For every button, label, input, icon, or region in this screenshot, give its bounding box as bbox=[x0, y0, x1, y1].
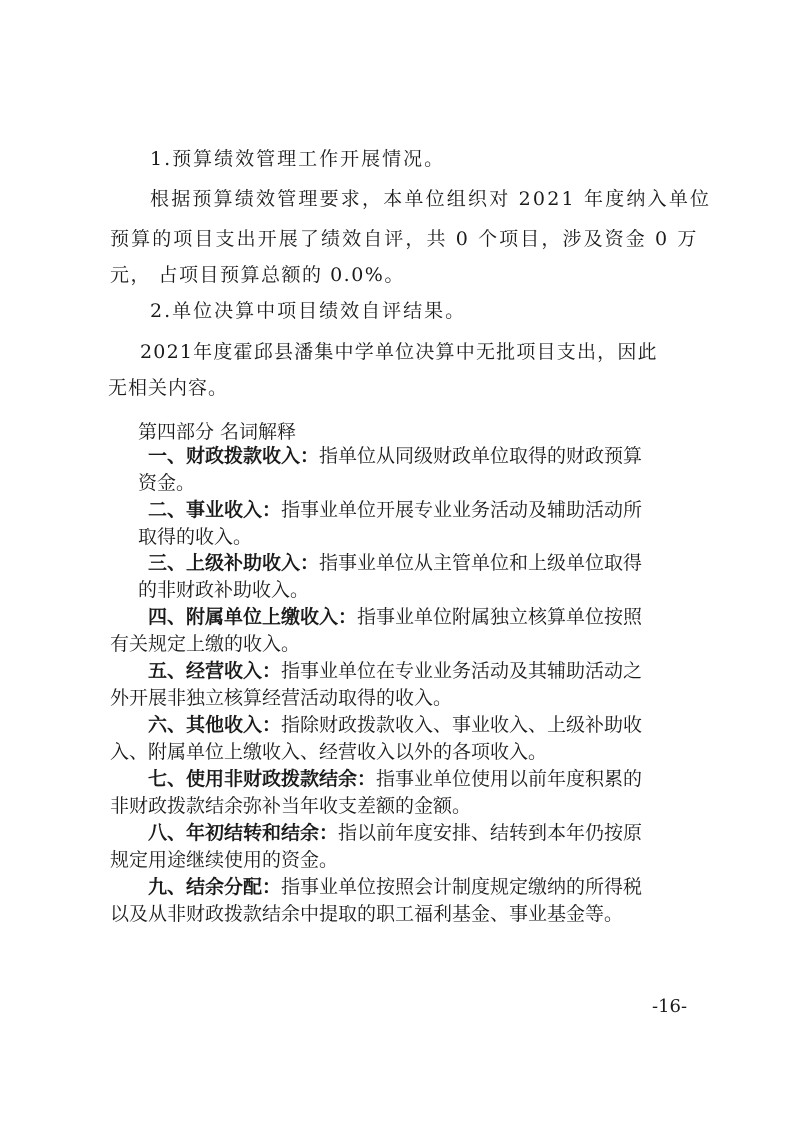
page-number: -16- bbox=[652, 996, 688, 1017]
term-5-line-1 bbox=[148, 659, 642, 683]
term-label: 五、经营收入： bbox=[148, 660, 282, 682]
item1-heading: 1.预算绩效管理工作开展情况。 bbox=[150, 148, 446, 170]
term-3-line-2: 的非财政补助收入。 bbox=[138, 579, 310, 601]
term-7-line-1 bbox=[148, 767, 642, 791]
term-label: 一、财政拨款收入： bbox=[148, 445, 320, 467]
term-label: 四、附属单位上缴收入： bbox=[148, 606, 358, 628]
term-5-line-2: 外开展非独立核算经营活动取得的收入。 bbox=[110, 687, 453, 709]
term-2-line-2: 取得的收入。 bbox=[138, 526, 253, 548]
term-definition: 指事业单位从主管单位和上级单位取得 bbox=[319, 552, 643, 574]
term-definition: 指事业单位开展专业业务活动及辅助活动所 bbox=[281, 499, 643, 521]
term-label: 七、使用非财政拨款结余： bbox=[148, 768, 377, 790]
term-2-line-1 bbox=[148, 498, 642, 522]
term-definition: 指事业单位使用以前年度积累的 bbox=[376, 768, 643, 790]
item2-line-1: 2021年度霍邱县潘集中学单位决算中无批项目支出，因此 bbox=[140, 341, 658, 363]
term-1-line-2: 资金。 bbox=[138, 472, 196, 494]
term-label: 九、结余分配： bbox=[148, 876, 282, 898]
term-9-line-1 bbox=[148, 875, 642, 899]
term-7-line-2: 非财政拨款结余弥补当年收支差额的金额。 bbox=[110, 795, 472, 817]
term-label: 六、其他收入： bbox=[148, 714, 282, 736]
term-definition: 指事业单位按照会计制度规定缴纳的所得税 bbox=[281, 876, 643, 898]
term-1-line-1 bbox=[148, 444, 642, 468]
item1-line-2: 预算的项目支出开展了绩效自评，共 0 个项目，涉及资金 0 万 bbox=[110, 228, 699, 250]
term-definition: 指单位从同级财政单位取得的财政预算 bbox=[319, 445, 643, 467]
term-definition: 指除财政拨款收入、事业收入、上级补助收 bbox=[281, 714, 643, 736]
term-label: 二、事业收入： bbox=[148, 499, 282, 521]
term-4-line-2: 有关规定上缴的收入。 bbox=[110, 633, 301, 655]
term-label: 八、年初结转和结余： bbox=[148, 822, 339, 844]
term-definition: 指事业单位在专业业务活动及其辅助活动之 bbox=[281, 660, 643, 682]
term-definition: 指以前年度安排、结转到本年仍按原 bbox=[338, 822, 643, 844]
term-4-line-1 bbox=[148, 605, 642, 629]
item2-line-2: 无相关内容。 bbox=[108, 377, 229, 399]
term-6-line-2: 入、附属单位上缴收入、经营收入以外的各项收入。 bbox=[110, 741, 548, 763]
term-9-line-2: 以及从非财政拨款结余中提取的职工福利基金、事业基金等。 bbox=[110, 903, 624, 925]
part4-title: 第四部分 名词解释 bbox=[138, 421, 297, 443]
item2-heading: 2.单位决算中项目绩效自评结果。 bbox=[150, 300, 467, 322]
term-label: 三、上级补助收入： bbox=[148, 552, 320, 574]
term-8-line-1 bbox=[148, 821, 642, 845]
item1-line-3: 元， 占项目预算总额的 0.0%。 bbox=[110, 264, 405, 286]
item1-line-1: 根据预算绩效管理要求，本单位组织对 2021 年度纳入单位 bbox=[150, 188, 712, 210]
term-8-line-2: 规定用途继续使用的资金。 bbox=[110, 849, 339, 871]
term-definition: 指事业单位附属独立核算单位按照 bbox=[357, 606, 643, 628]
term-6-line-1 bbox=[148, 713, 642, 737]
term-3-line-1 bbox=[148, 551, 642, 575]
